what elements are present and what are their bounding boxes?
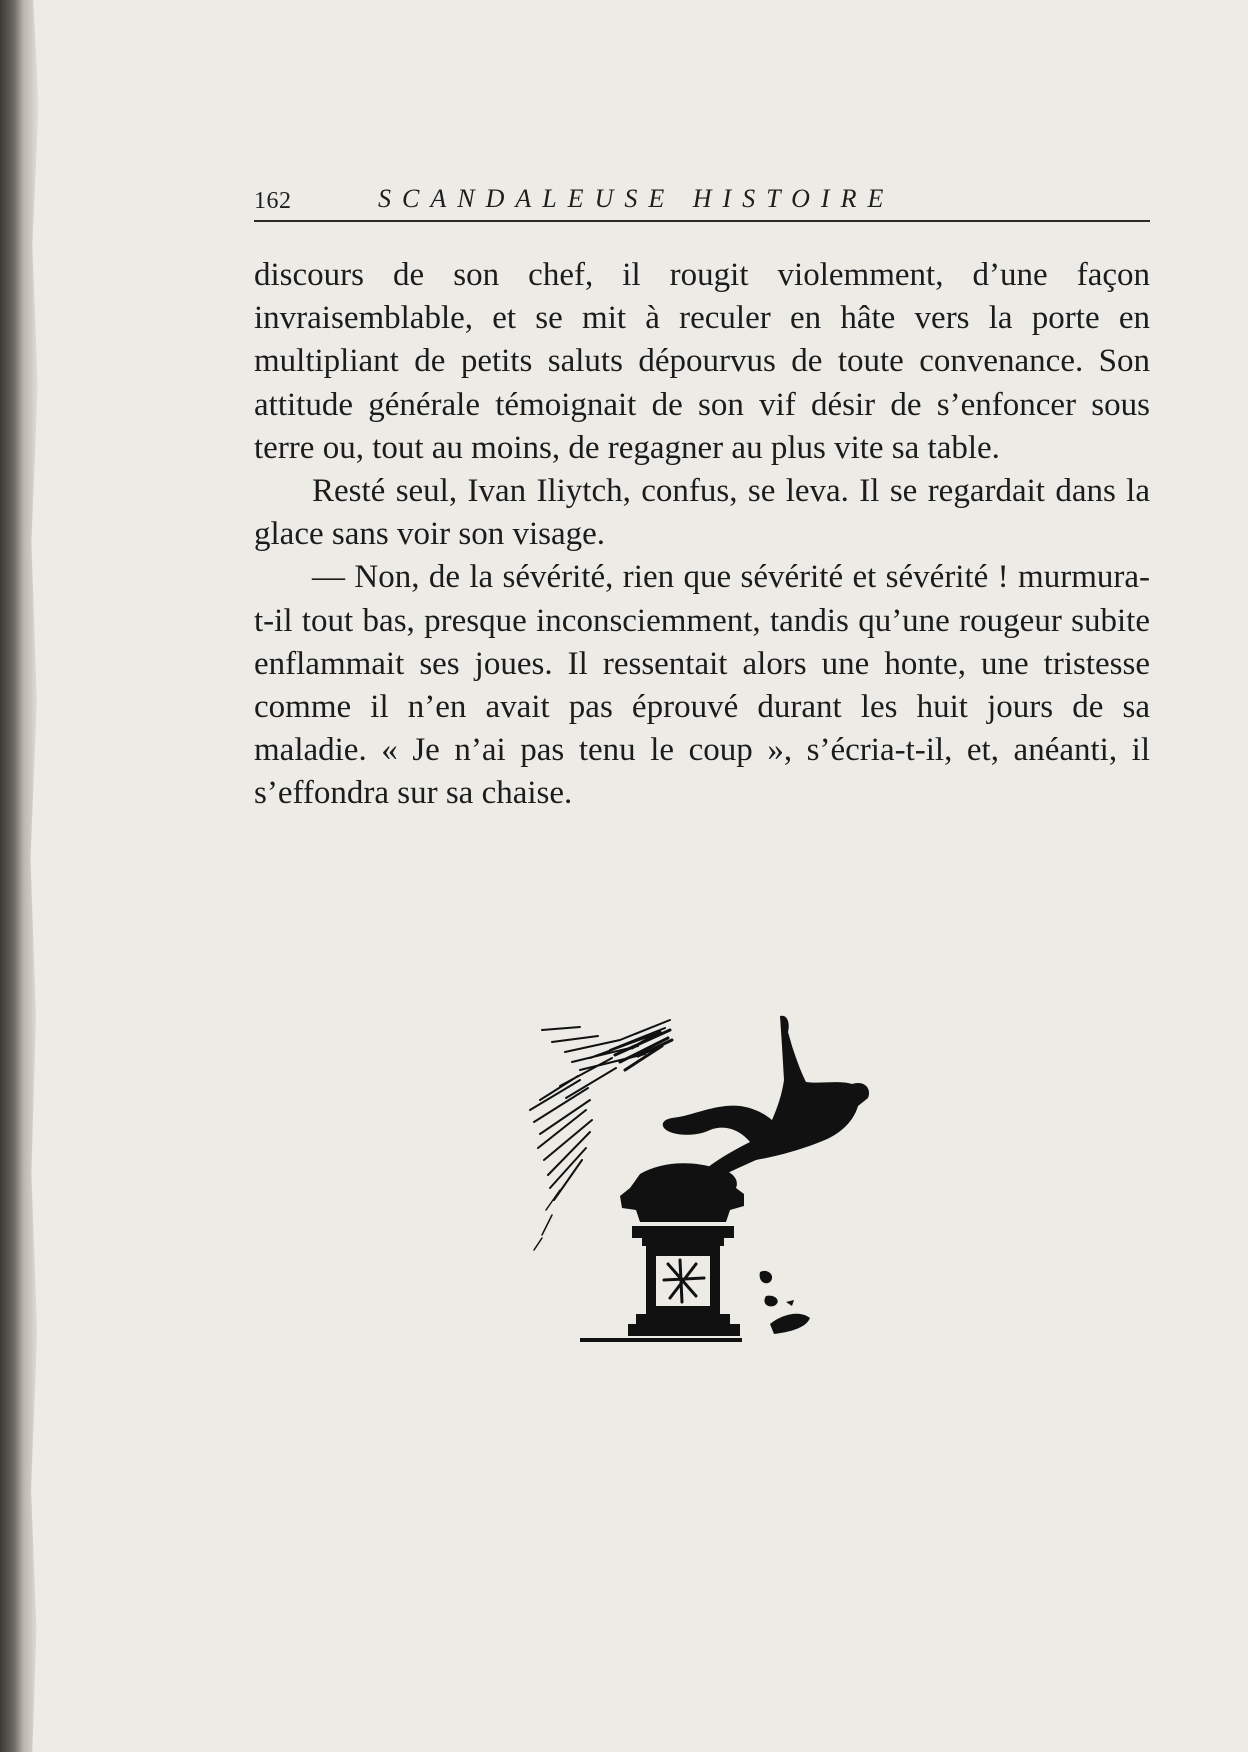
book-page <box>40 0 1248 1752</box>
running-head <box>254 184 1150 222</box>
paragraph: Resté seul, Ivan Iliytch, confus, se leva. Il se regardait dans la glace sans voir son visage. <box>254 473 1150 553</box>
paragraph-continuation: discours de son chef, il rougit violemment, d’une façon invraisemblable, et se mit à reculer en hâte vers la porte en multipliant de petits saluts dépourvus de toute convenance. Son attitude générale témoignait de son vif désir de s’enfoncer sous terre ou, tout au moins, de regagner au plus vite sa table. <box>254 257 1150 466</box>
page-number: 162 <box>254 188 292 214</box>
falling-man-illustration <box>520 1010 920 1410</box>
body-text <box>254 254 1150 816</box>
falling-man-silhouette <box>520 1010 920 1410</box>
running-title: SCANDALEUSE HISTOIRE <box>378 184 895 213</box>
paragraph-dialogue: — Non, de la sévérité, rien que sévérité et sévérité ! murmura-t-il tout bas, presque inconsciemment, tandis qu’une rougeur subite enflammait ses joues. Il ressentait alors une honte, une tristesse comme il n’en avait pas éprouvé durant les huit jours de sa maladie. « Je n’ai pas tenu le coup », s’écria-t-il, et, anéanti, il s’effondra sur sa chaise. <box>254 559 1150 812</box>
